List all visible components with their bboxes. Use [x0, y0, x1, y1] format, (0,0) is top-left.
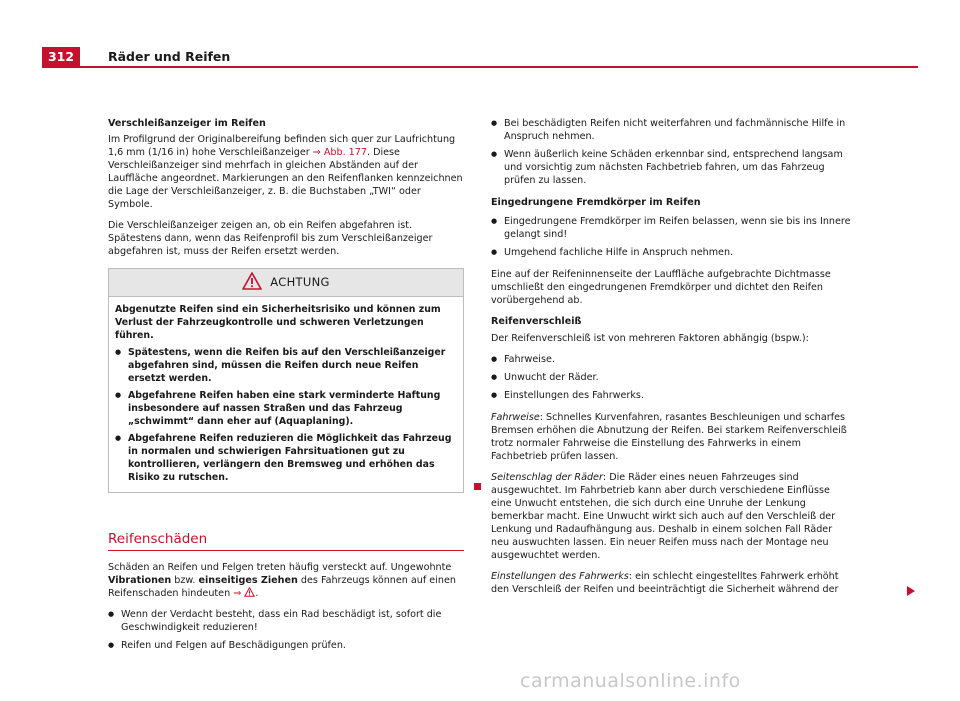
- text-segment: bzw.: [171, 575, 199, 586]
- foreign-item: ● Umgehend fachliche Hilfe in Anspruch nehmen.: [491, 246, 851, 259]
- left-column: [108, 117, 464, 657]
- warning-title: ACHTUNG: [270, 275, 330, 289]
- chassis-settings-paragraph: [491, 570, 851, 596]
- wheel-imbalance-paragraph: [491, 471, 851, 562]
- foreign-item: ● Eingedrungene Fremdkörper im Reifen belassen, wenn sie bis ins Innere gelangt sind!: [491, 215, 851, 241]
- continue-arrow-icon: [907, 586, 915, 596]
- damage-item: ● Bei beschädigten Reifen nicht weiterfahren und fachmännische Hilfe in Anspruch nehmen.: [491, 117, 851, 143]
- italic-term: Einstellungen des Fahrwerks: [491, 571, 629, 582]
- damage-item: ● Reifen und Felgen auf Beschädigungen prüfen.: [108, 639, 464, 652]
- text-segment: . Diese Verschleißanzeiger sind mehrfach in gleichen Abständen auf der Lauffläche angeordnet. Markierungen an den Reifenflanken kennzeichnen die Lage der Verschleißanzeiger, z. B. die Buchstaben „TWI“ oder Symbole.: [108, 147, 463, 210]
- italic-term: Seitenschlag der Räder: [491, 472, 603, 483]
- driving-style-paragraph: [491, 411, 851, 463]
- warning-box: [108, 268, 464, 493]
- tire-wear-intro: Der Reifenverschleiß ist von mehreren Faktoren abhängig (bspw.):: [491, 333, 809, 344]
- warning-item: ● Abgefahrene Reifen haben eine stark verminderte Haftung insbesondere auf nassen Straßen und das Fahrzeug „schwimmt“ dann eher auf (Aquaplaning).: [115, 389, 457, 428]
- text-segment: : ein schlecht eingestelltes Fahrwerk erhöht den Verschleiß der Reifen und beeinträchtigt die Sicherheit während der: [491, 571, 839, 595]
- right-column: [491, 117, 851, 604]
- tire-wear-heading: Reifenverschleiß: [491, 316, 582, 327]
- warning-link-icon[interactable]: [244, 588, 255, 599]
- bold-term: einseitiges Ziehen: [198, 575, 298, 586]
- wear-indicator-paragraph: [108, 133, 464, 211]
- foreign-objects-heading: Eingedrungene Fremdkörper im Reifen: [491, 197, 701, 208]
- italic-term: Fahrweise: [491, 412, 540, 423]
- bold-term: Vibrationen: [108, 575, 172, 586]
- warning-header: [109, 269, 463, 297]
- section-end-marker: [474, 483, 481, 490]
- warning-item: ● Spätestens, wenn die Reifen bis auf den Verschleißanzeiger abgefahren sind, müssen die Reifen durch neue Reifen ersetzt werden.: [115, 346, 457, 385]
- sealant-paragraph: Eine auf der Reifeninnenseite der Lauffläche aufgebrachte Dichtmasse umschließt den eingedrungenen Fremdkörper und dichtet den Reifen vorübergehend ab.: [491, 269, 831, 306]
- text-segment: Im Profilgrund der Originalbereifung befinden sich quer zur Laufrichtung 1,6 mm (1/16 in) hohe Verschleißanzeiger: [108, 134, 456, 158]
- warning-body: [109, 297, 463, 492]
- section-title-tire-damage: Reifenschäden: [108, 533, 464, 551]
- warning-intro: Abgenutzte Reifen sind ein Sicherheitsrisiko und können zum Verlust der Fahrzeugkontrolle und schweren Verletzungen führen.: [115, 304, 441, 341]
- text-segment: Schäden an Reifen und Felgen treten häufig versteckt auf. Ungewohnte: [108, 562, 452, 573]
- wear-indicator-paragraph-2: Die Verschleißanzeiger zeigen an, ob ein Reifen abgefahren ist. Spätestens dann, wenn das Reifenprofil bis zum Verschleißanzeiger abgefahren ist, muss der Reifen ersetzt werden.: [108, 220, 433, 257]
- header-rule: [42, 66, 918, 68]
- warning-triangle-icon: [242, 272, 262, 294]
- damage-item: ● Wenn äußerlich keine Schäden erkennbar sind, entsprechend langsam und vorsichtig zum nächsten Fachbetrieb fahren, um das Fahrzeug prüfen zu lassen.: [491, 148, 851, 187]
- page-number: 312: [42, 47, 80, 67]
- warning-item: ● Abgefahrene Reifen reduzieren die Möglichkeit das Fahrzeug in normalen und schwierigen Fahrsituationen gut zu kontrollieren, verlängern den Bremsweg und erhöhen das Risiko zu rutschen.: [115, 432, 457, 484]
- tire-damage-paragraph: [108, 561, 464, 600]
- text-segment: des Fahrzeugs können auf einen Reifenschaden hindeuten: [108, 575, 456, 599]
- wear-factor-item: ● Fahrweise.: [491, 353, 851, 366]
- figure-link[interactable]: ⇒ Abb. 177: [312, 147, 367, 158]
- warning-link[interactable]: ⇒: [233, 588, 242, 599]
- wear-indicator-heading: Verschleißanzeiger im Reifen: [108, 118, 266, 129]
- text-segment: : Die Räder eines neuen Fahrzeuges sind ausgewuchtet. Im Fahrbetrieb kann aber durch verschiedene Einflüsse eine Unwucht entstehen, die sich durch eine Unruhe der Lenkung bemerkbar macht. Eine Unwucht wirkt sich auch auf den Verschleiß der Lenkung und Radaufhängung aus. Deshalb in einem solchen Fall Räder neu auswuchten lassen. Ein neuer Reifen muss nach der Montage neu ausgewuchtet werden.: [491, 472, 836, 561]
- watermark: carmanualsonline.info: [520, 670, 741, 692]
- text-segment: : Schnelles Kurvenfahren, rasantes Beschleunigen und scharfes Bremsen erhöhen die Abnutzung der Reifen. Bei starkem Reifenverschleiß trotz normaler Fahrweise die Einstellung des Fahrwerks in einem Fachbetrieb prüfen lassen.: [491, 412, 847, 462]
- wear-factor-item: ● Einstellungen des Fahrwerks.: [491, 389, 851, 402]
- wear-factor-item: ● Unwucht der Räder.: [491, 371, 851, 384]
- damage-item: ● Wenn der Verdacht besteht, dass ein Rad beschädigt ist, sofort die Geschwindigkeit reduzieren!: [108, 608, 464, 634]
- text-segment: .: [255, 588, 259, 599]
- chapter-title: Räder und Reifen: [108, 49, 231, 64]
